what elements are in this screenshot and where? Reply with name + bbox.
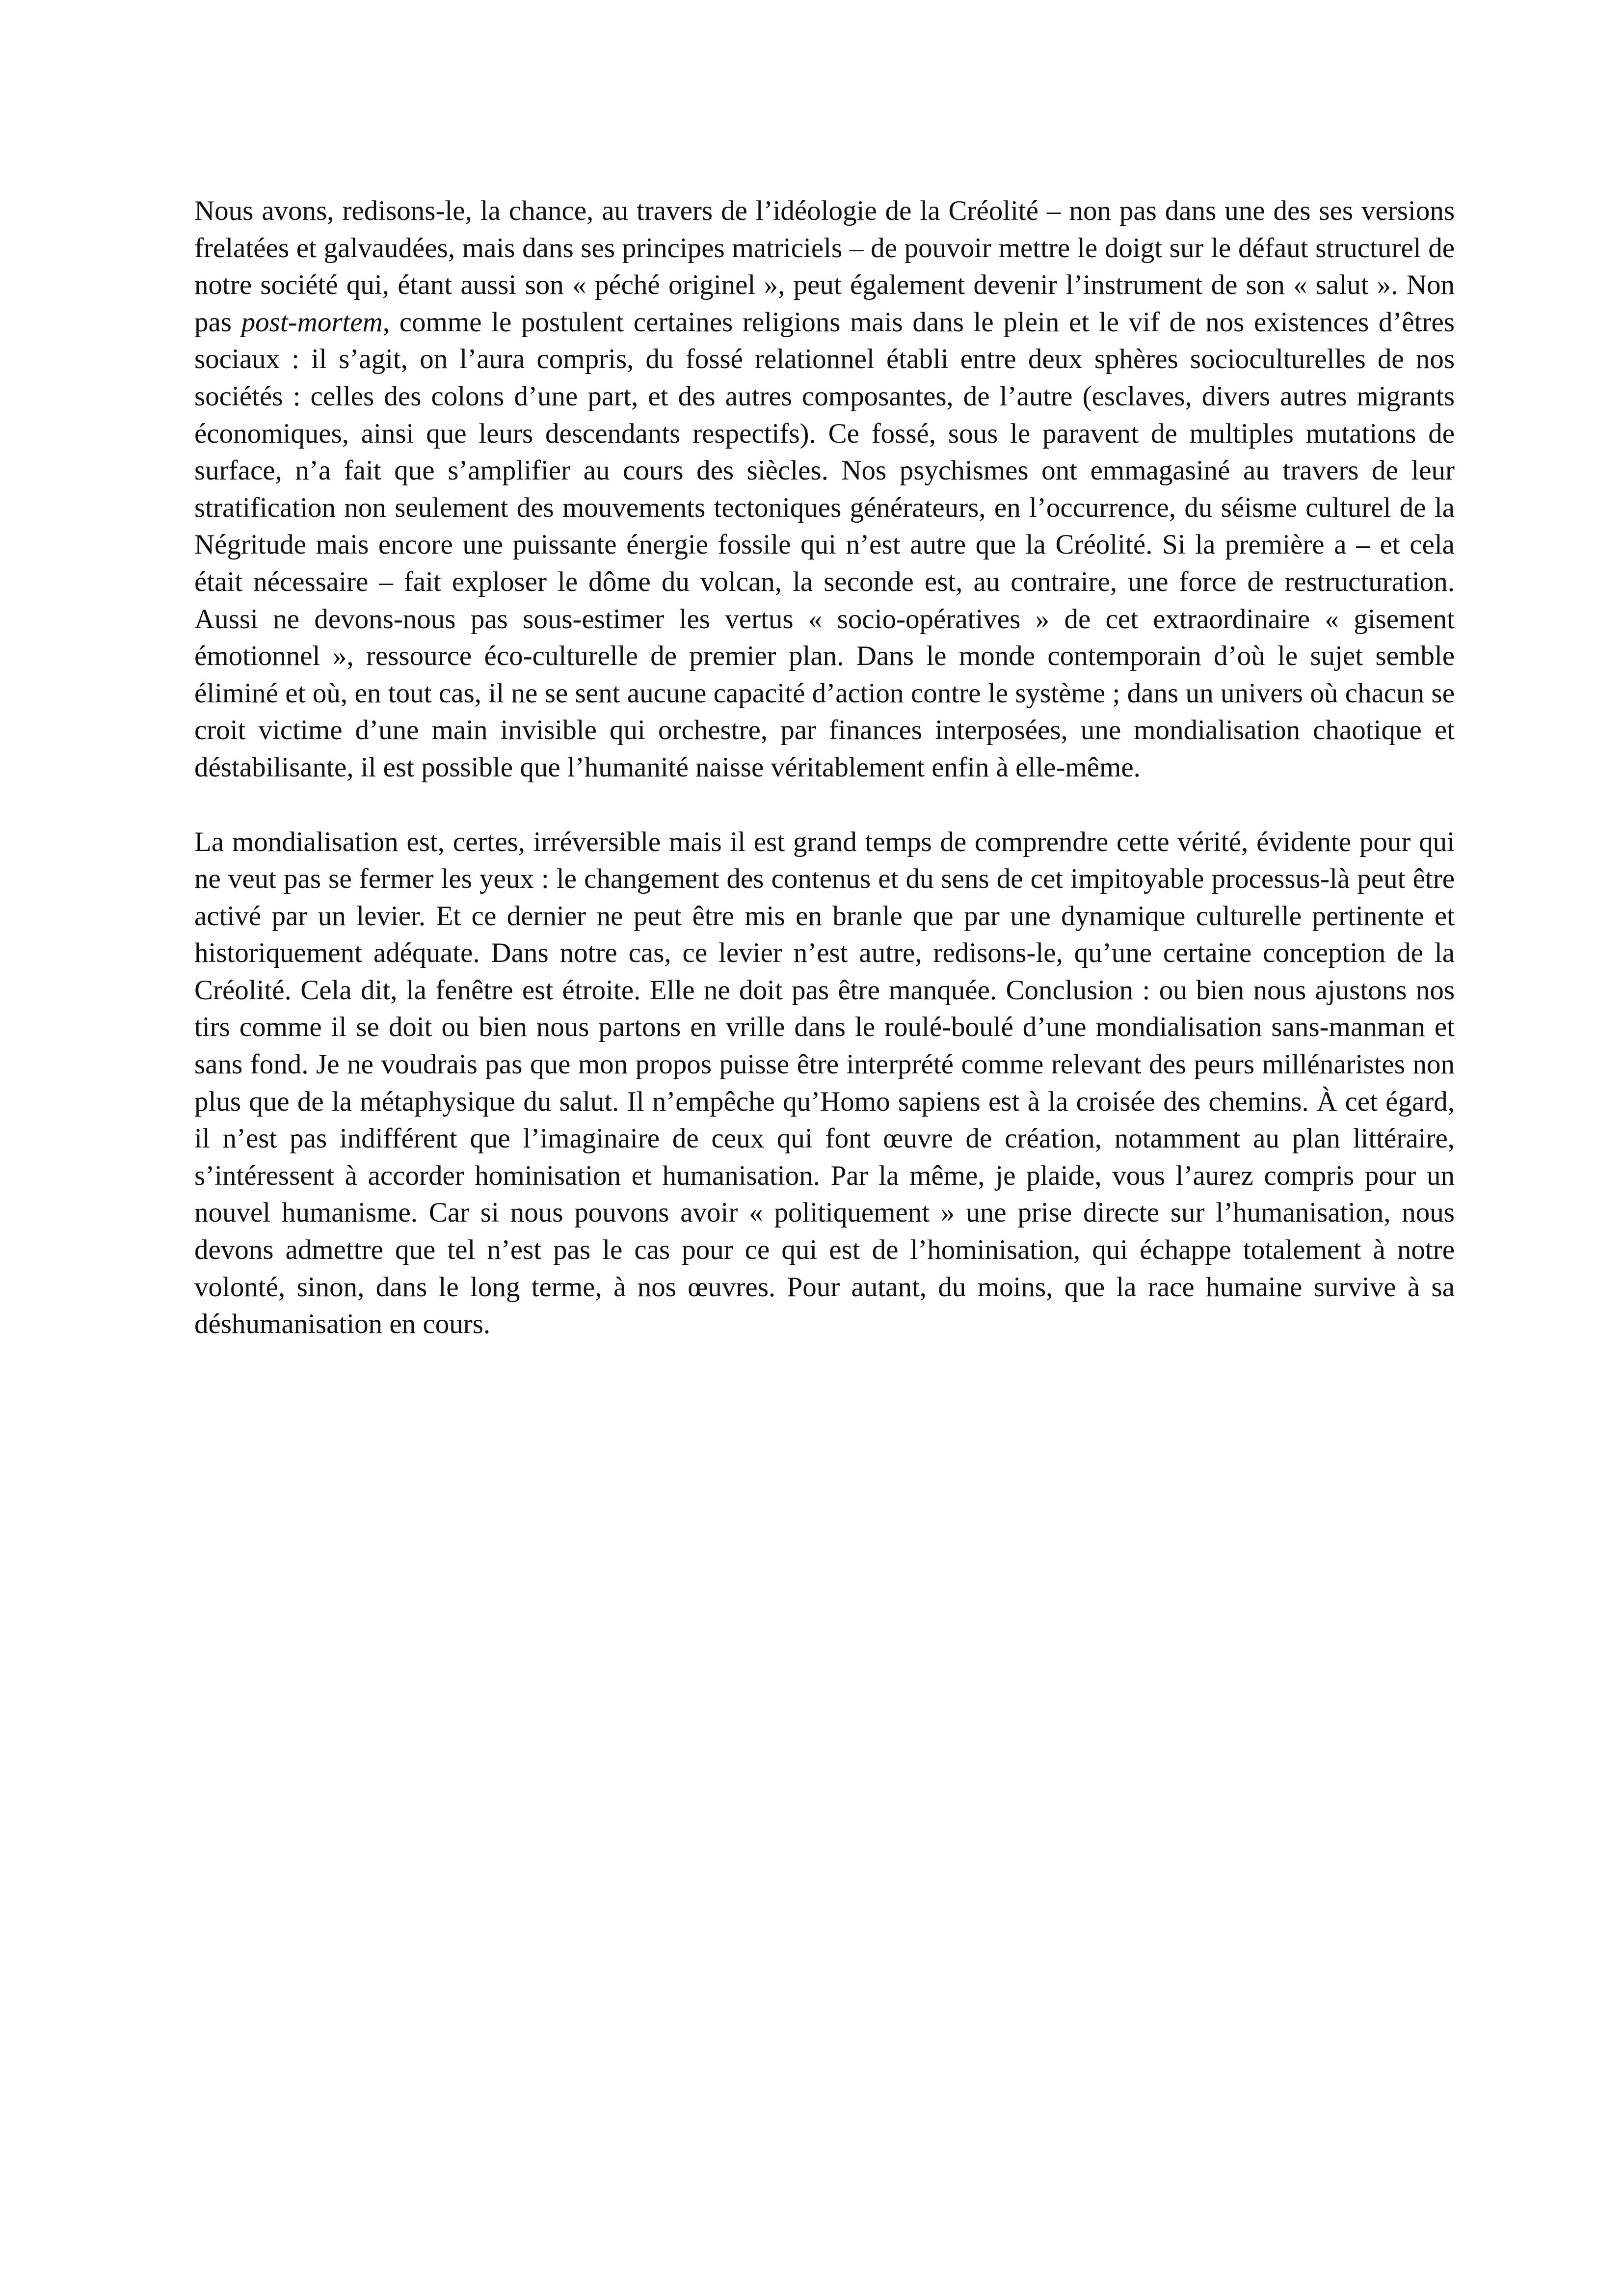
paragraph-1 [194,192,1455,786]
body-text [194,192,1455,1343]
emphasis-post-mortem: post-mortem [241,306,383,338]
paragraph-2: La mondialisation est, certes, irréversible mais il est grand temps de comprendre cette vérité, évidente pour qui ne veut pas se fermer les yeux : le changement des contenus et du sens de cet impitoyable processus-là peut être activé par un levier. Et ce dernier ne peut être mis en branle que par une dynamique culturelle pertinente et historiquement adéquate. Dans notre cas, ce levier n’est autre, redisons-le, qu’une certaine conception de la Créolité. Cela dit, la fenêtre est étroite. Elle ne doit pas être manquée. Conclusion : ou bien nous ajustons nos tirs comme il se doit ou bien nous partons en vrille dans le roulé-boulé d’une mondialisation sans-manman et sans fond. Je ne voudrais pas que mon propos puisse être interprété comme relevant des peurs millénaristes non plus que de la métaphysique du salut. Il n’empêche qu’Homo sapiens est à la croisée des chemins. À cet égard, il n’est pas indifférent que l’imaginaire de ceux qui font œuvre de création, notamment au plan littéraire, s’intéressent à accorder hominisation et humanisation. Par la même, je plaide, vous l’aurez compris pour un nouvel humanisme. Car si nous pouvons avoir « politiquement » une prise directe sur l’humanisation, nous devons admettre que tel n’est pas le cas pour ce qui est de l’hominisation, qui échappe totalement à notre volonté, sinon, dans le long terme, à nos œuvres. Pour autant, du moins, que la race humaine survive à sa déshumanisation en cours. [194,826,1455,1340]
paragraph-1-part-1: Nous avons, redisons-le, la chance, au travers de l’idéologie de la Créolité – non pas dans une des ses versions frelatées et galvaudées, mais dans ses principes matriciels – de pouvoir mettre le doigt sur le défaut structurel de notre société qui, étant aussi son « péché originel », peut également devenir l’instrument de son « salut ». Non pas [194,195,1455,338]
paragraph-1-part-2: , comme le postulent certaines religions mais dans le plein et le vif de nos existences d’êtres sociaux : il s’agit, on l’aura compris, du fossé relationnel établi entre deux sphères socioculturelles de nos sociétés : celles des colons d’une part, et des autres composantes, de l’autre (esclaves, divers autres migrants économiques, ainsi que leurs descendants respectifs). Ce fossé, sous le paravent de multiples mutations de surface, n’a fait que s’amplifier au cours des siècles. Nos psychismes ont emmagasiné au travers de leur stratification non seulement des mouvements tectoniques générateurs, en l’occurrence, du séisme culturel de la Négritude mais encore une puissante énergie fossile qui n’est autre que la Créolité. Si la première a – et cela était nécessaire – fait exploser le dôme du volcan, la seconde est, au contraire, une force de restructuration. Aussi ne devons-nous pas sous-estimer les vertus « socio-opératives » de cet extraordinaire « gisement émotionnel », ressource éco-culturelle de premier plan. Dans le monde contemporain d’où le sujet semble éliminé et où, en tout cas, il ne se sent aucune capacité d’action contre le système ; dans un univers où chacun se croit victime d’une main invisible qui orchestre, par finances interposées, une mondialisation chaotique et déstabilisante, il est possible que l’humanité naisse véritablement enfin à elle-même. [194,306,1455,783]
